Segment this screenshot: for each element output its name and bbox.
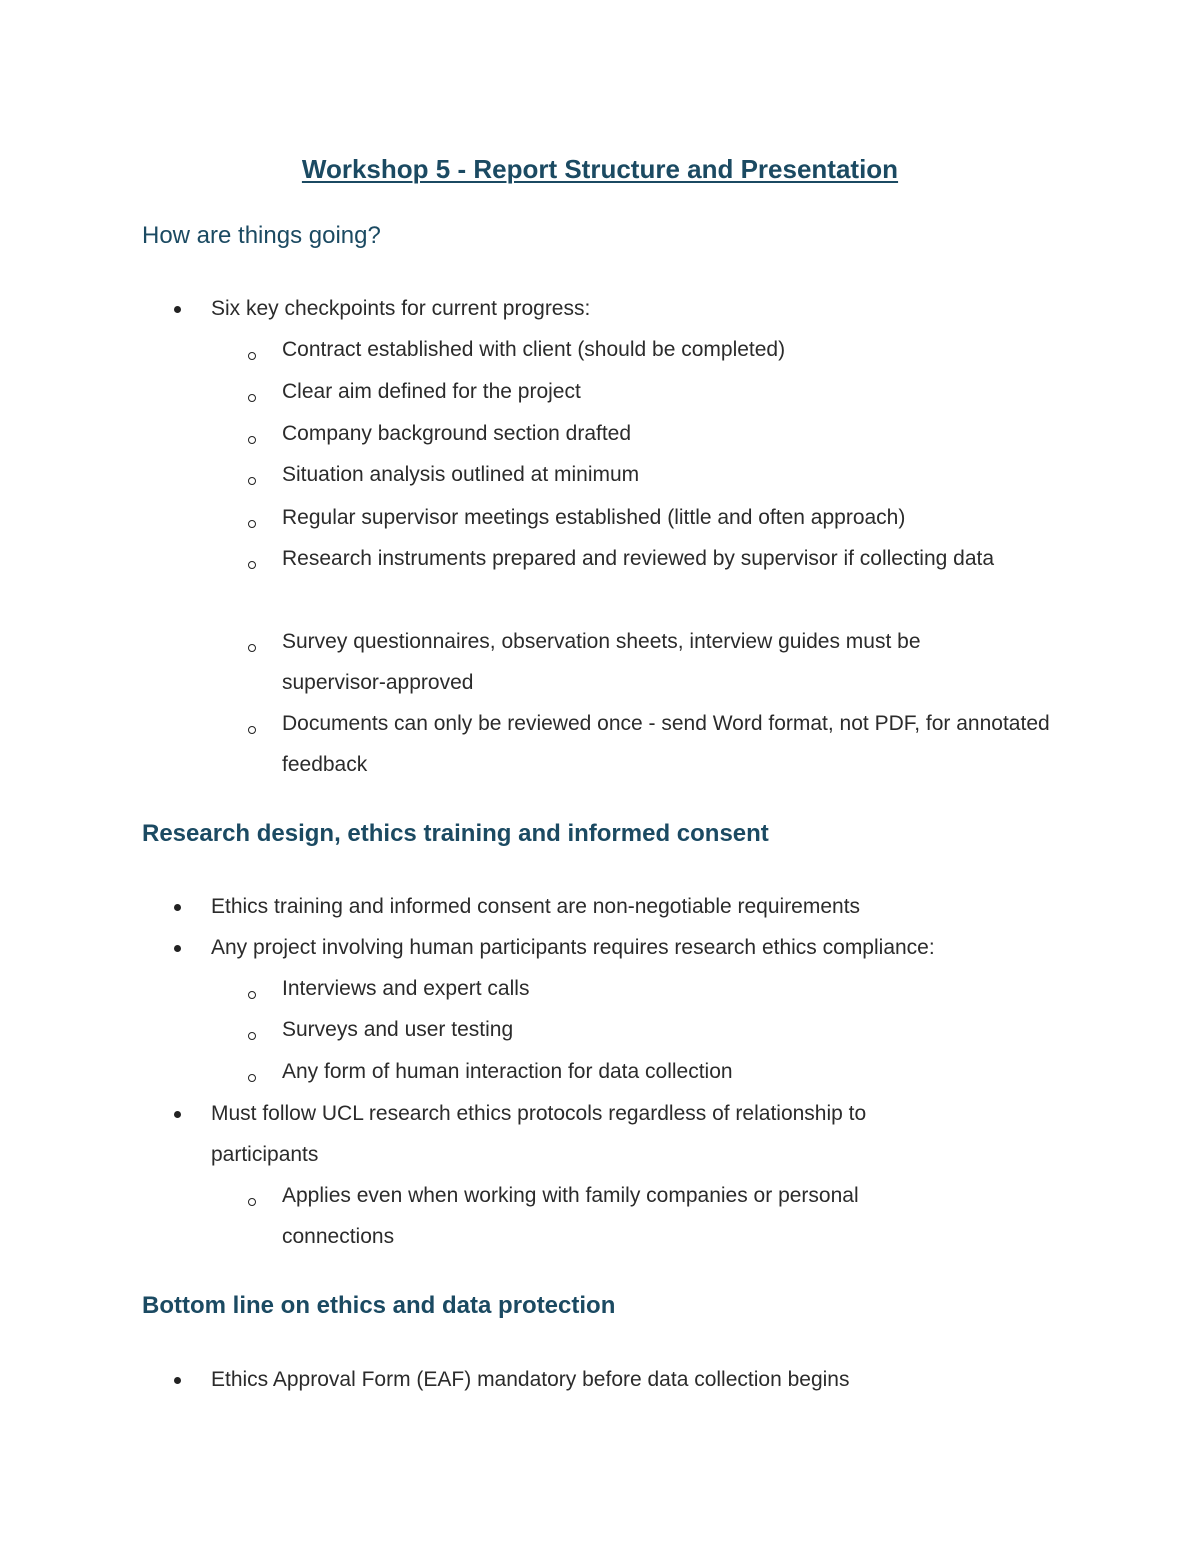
bullet-text: Ethics Approval Form (EAF) mandatory before data collection begins [211, 1368, 850, 1391]
sub-bullet-circle-icon [248, 394, 256, 402]
sub-bullet-item [282, 538, 1042, 579]
sub-bullet-text: Contract established with client (should be completed) [282, 338, 786, 361]
sub-bullet-circle-icon [248, 644, 256, 652]
bullet-text: Any project involving human participants requires research ethics compliance: [211, 936, 935, 959]
bullet-dot-icon [174, 1377, 181, 1384]
sub-bullet-circle-icon [248, 1032, 256, 1040]
bullet-item [211, 927, 1061, 968]
sub-bullet-text: Research instruments prepared and reviewed by supervisor if collecting data [282, 547, 995, 570]
section-heading-progress: How are things going? [142, 222, 381, 249]
sub-bullet-item [282, 703, 1052, 785]
bullet-text: Ethics training and informed consent are non-negotiable requirements [211, 895, 861, 918]
sub-bullet-text: Any form of human interaction for data collection [282, 1060, 733, 1083]
section-heading-ethics: Research design, ethics training and informed consent [142, 820, 769, 847]
sub-bullet-circle-icon [248, 991, 256, 999]
sub-bullet-circle-icon [248, 520, 256, 528]
bullet-item [211, 886, 1061, 927]
sub-bullet-item [282, 454, 1072, 495]
sub-bullet-item [282, 413, 1072, 454]
section-heading-data-protection: Bottom line on ethics and data protection [142, 1292, 616, 1319]
sub-bullet-item [282, 329, 1072, 370]
sub-bullet-text: Survey questionnaires, observation sheets, interview guides must be supervisor-approved [282, 630, 921, 694]
bullet-item [211, 1359, 1061, 1400]
sub-bullet-text: Interviews and expert calls [282, 977, 530, 1000]
sub-bullet-item [282, 497, 1072, 538]
document-title [0, 154, 1200, 185]
sub-bullet-circle-icon [248, 1074, 256, 1082]
bullet-item [211, 1093, 971, 1175]
sub-bullet-item [282, 621, 1012, 703]
sub-bullet-text: Situation analysis outlined at minimum [282, 463, 640, 486]
bullet-dot-icon [174, 945, 181, 952]
sub-bullet-circle-icon [248, 436, 256, 444]
sub-bullet-circle-icon [248, 1198, 256, 1206]
bullet-text: Must follow UCL research ethics protocols regardless of relationship to participants [211, 1102, 867, 1166]
sub-bullet-text: Applies even when working with family companies or personal connections [282, 1184, 859, 1248]
bullet-item [211, 288, 1061, 329]
bullet-dot-icon [174, 306, 181, 313]
sub-bullet-text: Clear aim defined for the project [282, 380, 581, 403]
sub-bullet-item [282, 1175, 952, 1257]
sub-bullet-text: Documents can only be reviewed once - send Word format, not PDF, for annotated feedback [282, 712, 1050, 776]
sub-bullet-item [282, 1009, 1072, 1050]
sub-bullet-item [282, 968, 1072, 1009]
document-title-text: Workshop 5 - Report Structure and Presentation [301, 154, 899, 184]
bullet-dot-icon [174, 1111, 181, 1118]
sub-bullet-circle-icon [248, 352, 256, 360]
sub-bullet-circle-icon [248, 726, 256, 734]
sub-bullet-text: Regular supervisor meetings established (little and often approach) [282, 506, 906, 529]
bullet-text: Six key checkpoints for current progress: [211, 297, 591, 320]
sub-bullet-circle-icon [248, 561, 256, 569]
sub-bullet-item [282, 371, 1072, 412]
sub-bullet-circle-icon [248, 477, 256, 485]
sub-bullet-text: Company background section drafted [282, 422, 632, 445]
sub-bullet-item [282, 1051, 1072, 1092]
bullet-dot-icon [174, 904, 181, 911]
sub-bullet-text: Surveys and user testing [282, 1018, 514, 1041]
